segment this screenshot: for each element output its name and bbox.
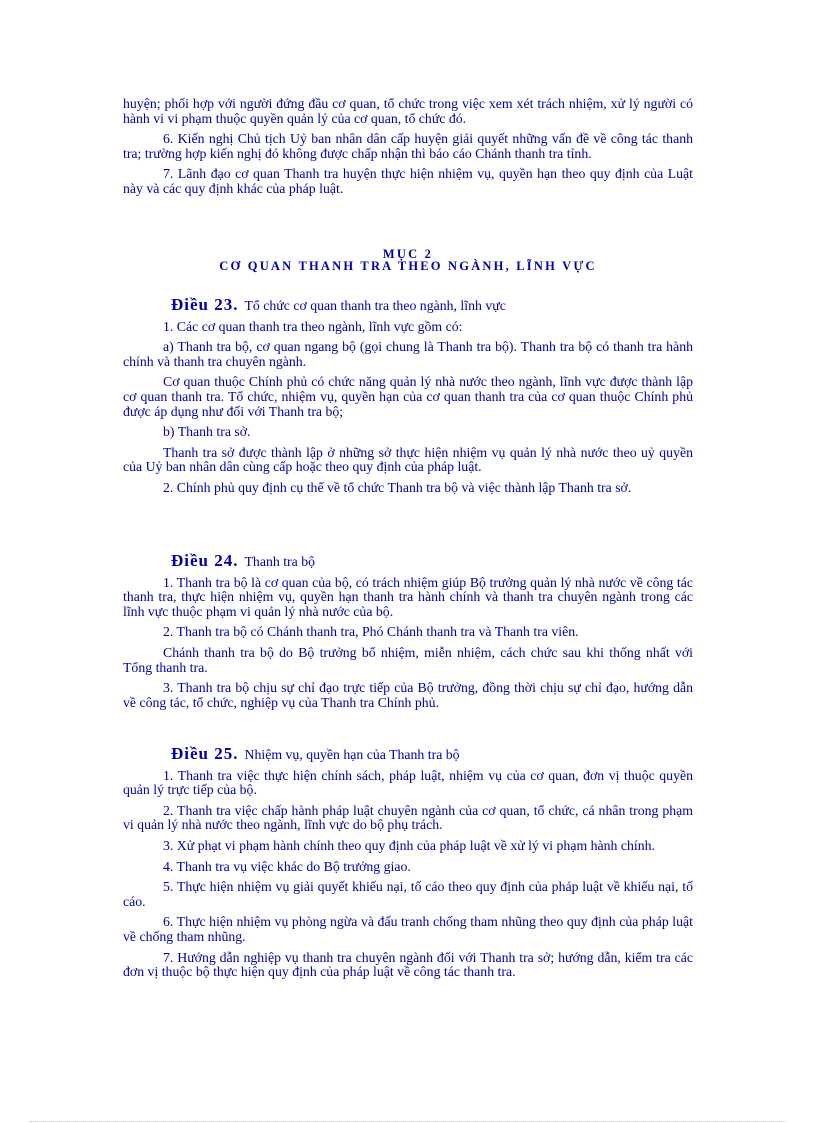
article-number: Điều 23. [171, 295, 239, 314]
paragraph: 1. Thanh tra bộ là cơ quan của bộ, có trách nhiệm giúp Bộ trưởng quản lý nhà nước về công tác thanh tra, thực hiện nhiệm vụ, quyền hạn thanh tra hành chính và thanh tra chuyên ngành trong các lĩnh vực thuộc phạm vi quản lý nhà nước của bộ. [123, 574, 693, 619]
article-23 [123, 295, 693, 496]
paragraph: 7. Lãnh đạo cơ quan Thanh tra huyện thực hiện nhiệm vụ, quyền hạn theo quy định của Luật này và các quy định khác của pháp luật. [123, 166, 693, 196]
article-title: Tổ chức cơ quan thanh tra theo ngành, lĩnh vực [244, 298, 506, 313]
paragraph: 5. Thực hiện nhiệm vụ giải quyết khiếu nại, tố cáo theo quy định của pháp luật về khiếu nại, tố cáo. [123, 879, 693, 909]
paragraph: 4. Thanh tra vụ việc khác do Bộ trưởng giao. [163, 858, 411, 874]
page-bottom-divider [30, 1121, 786, 1122]
article-24 [123, 551, 693, 710]
article-25 [123, 744, 693, 980]
paragraph: 6. Thực hiện nhiệm vụ phòng ngừa và đấu tranh chống tham nhũng theo quy định của pháp luật về chống tham nhũng. [123, 914, 693, 944]
article-title: Nhiệm vụ, quyền hạn của Thanh tra bộ [244, 747, 460, 762]
paragraph: 3. Thanh tra bộ chịu sự chỉ đạo trực tiếp của Bộ trưởng, đồng thời chịu sự chỉ đạo, hướng dẫn về công tác, tổ chức, nghiệp vụ của Thanh tra Chính phủ. [123, 680, 693, 710]
article-number: Điều 25. [171, 744, 239, 763]
paragraph: Cơ quan thuộc Chính phủ có chức năng quản lý nhà nước theo ngành, lĩnh vực được thành lập cơ quan thanh tra. Tổ chức, nhiệm vụ, quyền hạn của cơ quan thanh tra của cơ quan thuộc Chính phủ được áp dụng như đối với Thanh tra bộ; [123, 374, 693, 419]
paragraph: a) Thanh tra bộ, cơ quan ngang bộ (gọi chung là Thanh tra bộ). Thanh tra bộ có thanh tra hành chính và thanh tra chuyên ngành. [123, 339, 693, 369]
paragraph: 3. Xử phạt vi phạm hành chính theo quy định của pháp luật về xử lý vi phạm hành chính. [163, 837, 655, 853]
paragraph: 2. Thanh tra bộ có Chánh thanh tra, Phó Chánh thanh tra và Thanh tra viên. [163, 624, 579, 640]
top-continuation [123, 97, 693, 197]
article-heading [123, 744, 693, 763]
paragraph: 2. Thanh tra việc chấp hành pháp luật chuyên ngành của cơ quan, tổ chức, cá nhân trong phạm vi quản lý nhà nước theo ngành, lĩnh vực do bộ phụ trách. [123, 802, 693, 833]
article-heading [123, 295, 693, 314]
article-title: Thanh tra bộ [244, 554, 315, 569]
paragraph: Thanh tra sở được thành lập ở những sở thực hiện nhiệm vụ quản lý nhà nước theo uỷ quyền của Uỷ ban nhân dân cùng cấp hoặc theo quy định của pháp luật. [123, 444, 693, 475]
paragraph: Chánh thanh tra bộ do Bộ trưởng bổ nhiệm, miễn nhiệm, cách chức sau khi thống nhất với Tổng thanh tra. [123, 644, 693, 675]
paragraph: 6. Kiến nghị Chủ tịch Uỷ ban nhân dân cấp huyện giải quyết những vấn đề về công tác thanh tra; trường hợp kiến nghị đó không được chấp nhận thì báo cáo Chánh thanh tra tỉnh. [123, 131, 693, 161]
paragraph: 1. Thanh tra việc thực hiện chính sách, pháp luật, nhiệm vụ của cơ quan, đơn vị thuộc quyền quản lý trực tiếp của bộ. [123, 767, 693, 798]
section-label: MỤC 2 [382, 247, 434, 261]
paragraph: 2. Chính phủ quy định cụ thể về tổ chức Thanh tra bộ và việc thành lập Thanh tra sở. [163, 479, 632, 495]
paragraph: huyện; phối hợp với người đứng đầu cơ quan, tổ chức trong việc xem xét trách nhiệm, xử lý người có hành vi vi phạm thuộc quyền quản lý của cơ quan, tổ chức đó. [123, 96, 693, 126]
article-heading [123, 551, 693, 570]
paragraph: b) Thanh tra sở. [163, 424, 251, 440]
paragraph: 7. Hướng dẫn nghiệp vụ thanh tra chuyên ngành đối với Thanh tra sở; hướng dẫn, kiểm tra các đơn vị thuộc bộ thực hiện quy định của pháp luật về công tác thanh tra. [123, 949, 693, 980]
section-title: CƠ QUAN THANH TRA THEO NGÀNH, LĨNH VỰC [219, 259, 597, 273]
paragraph: 1. Các cơ quan thanh tra theo ngành, lĩnh vực gồm có: [163, 318, 463, 334]
article-number: Điều 24. [171, 551, 239, 570]
